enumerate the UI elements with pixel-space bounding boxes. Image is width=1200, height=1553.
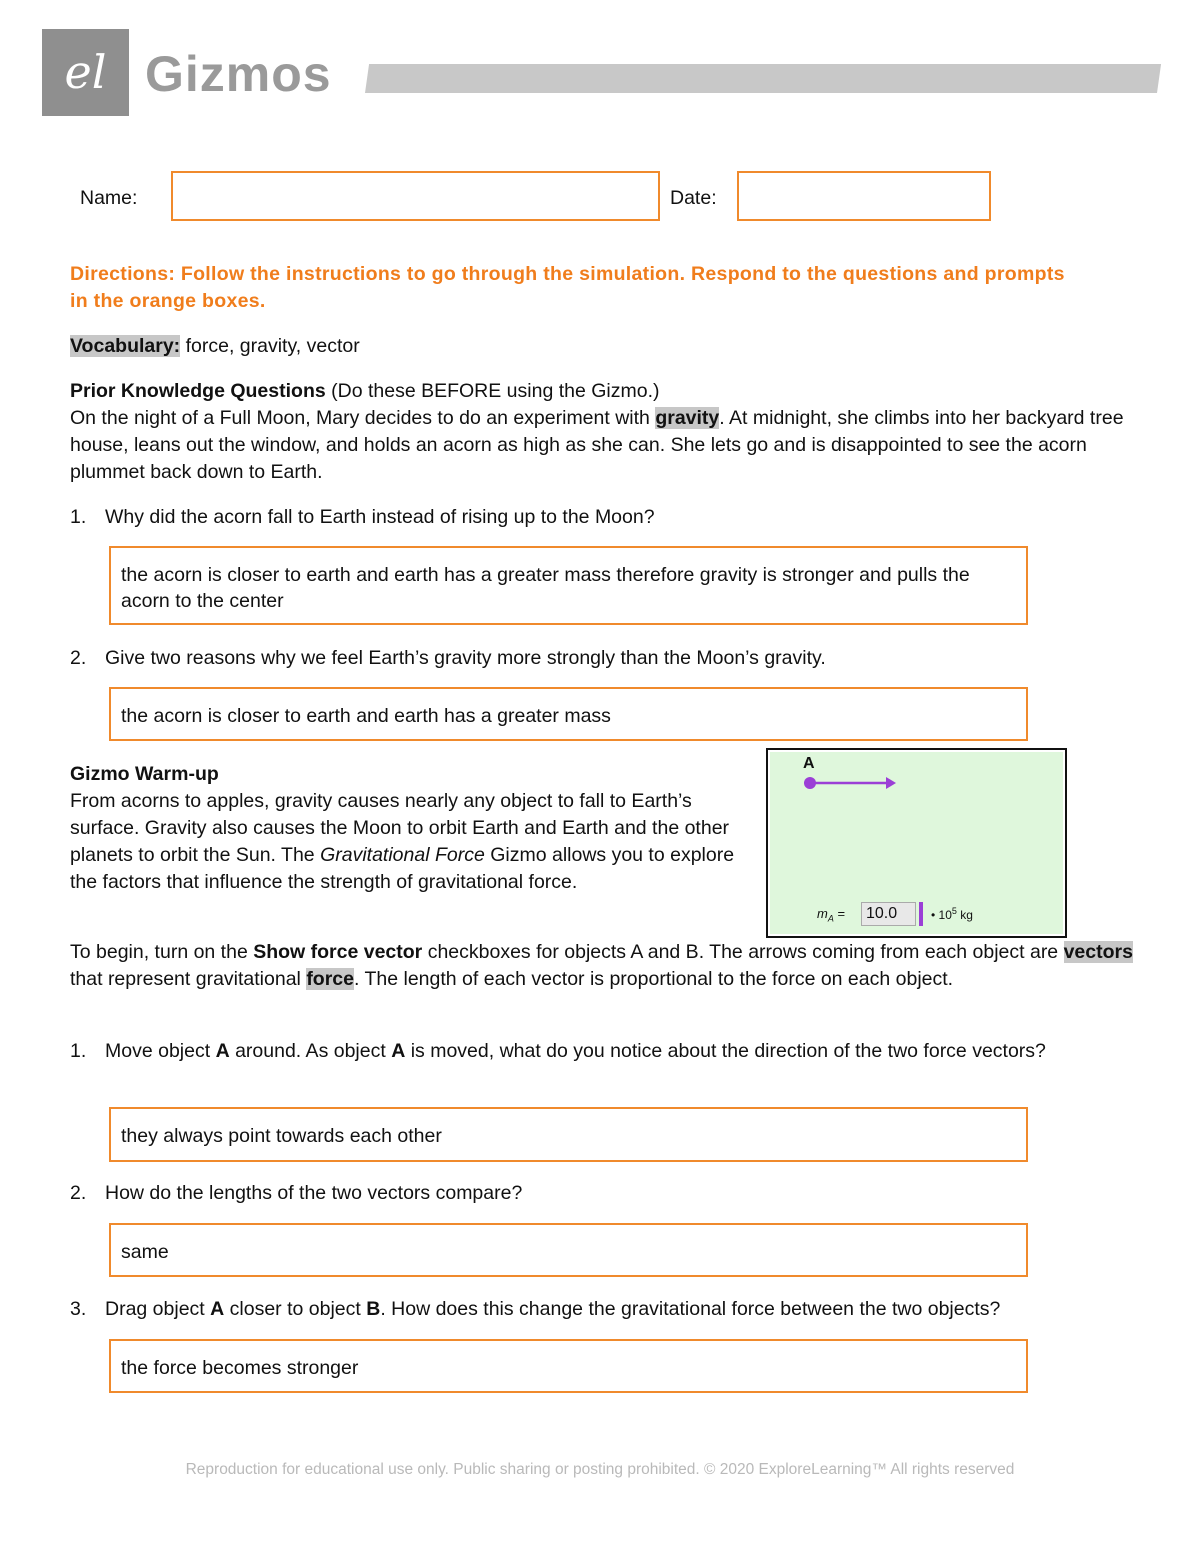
- footer-copyright: Reproduction for educational use only. Public sharing or posting prohibited. © 2020 ExploreLearning™ All rights reserved: [185, 1461, 1015, 1478]
- question-number: 2.: [70, 647, 87, 669]
- prior-knowledge-heading: [70, 378, 1130, 405]
- question-text: Why did the acorn fall to Earth instead of rising up to the Moon?: [105, 506, 655, 528]
- answer-box-warmup-2[interactable]: [109, 1223, 1028, 1277]
- answer-box-prior-2[interactable]: [109, 687, 1028, 741]
- mass-symbol: m: [817, 906, 828, 921]
- mass-label: [817, 906, 845, 924]
- unit-prefix: • 10: [931, 908, 952, 922]
- prior-knowledge-section: [70, 378, 1130, 486]
- question-number: 1.: [70, 506, 87, 528]
- header-bar: [365, 64, 1161, 93]
- warmup-question-3: [70, 1296, 1150, 1323]
- warmup-p2-text-2: checkboxes for objects A and B. The arrows coming from each object are: [427, 941, 1059, 963]
- warmup-paragraph-2: [70, 939, 1140, 993]
- vocabulary-line: [70, 333, 360, 360]
- q-bold-a: A: [210, 1298, 225, 1320]
- answer-text: the acorn is closer to earth and earth has a greater mass therefore gravity is stronger and pulls the acorn to the center: [121, 564, 970, 612]
- q-text-3: is moved, what do you notice about the direction of the two force vectors?: [410, 1040, 1046, 1062]
- vocabulary-label: Vocabulary:: [70, 335, 181, 357]
- object-a-ball: [804, 777, 816, 789]
- warmup-question-1: [70, 1038, 1080, 1065]
- prior-knowledge-intro: [70, 405, 1130, 486]
- mass-equals: =: [837, 906, 846, 921]
- warmup-p2-text-3: that represent gravitational: [70, 968, 301, 990]
- warmup-p1-text-2: Gizmo allows you to explore the factors that influence the strength of gravitational force.: [70, 844, 735, 893]
- q-bold-b: B: [366, 1298, 381, 1320]
- q-text-3: . How does this change the gravitational force between the two objects?: [380, 1298, 1001, 1320]
- q-bold-a: A: [215, 1040, 230, 1062]
- answer-text: the force becomes stronger: [121, 1357, 359, 1379]
- date-label: Date:: [670, 187, 717, 209]
- prior-question-1: [70, 504, 655, 531]
- question-text: [105, 1038, 1046, 1065]
- q-text-1: Move object: [105, 1040, 211, 1062]
- q-text-2: closer to object: [229, 1298, 361, 1320]
- mass-unit: [931, 906, 973, 922]
- warmup-p2-text-4: . The length of each vector is proportional to the force on each object.: [354, 968, 954, 990]
- highlight-vectors: vectors: [1063, 941, 1133, 963]
- prior-knowledge-title: Prior Knowledge Questions: [70, 380, 326, 402]
- answer-box-warmup-3[interactable]: [109, 1339, 1028, 1393]
- warmup-p1-italic: Gravitational Force: [320, 844, 485, 866]
- answer-text: same: [121, 1241, 169, 1263]
- name-label: Name:: [80, 187, 138, 209]
- answer-text: they always point towards each other: [121, 1125, 442, 1147]
- warmup-paragraph-1: [70, 788, 750, 896]
- warmup-p2-text-1: To begin, turn on the: [70, 941, 248, 963]
- unit-exponent: 5: [951, 906, 957, 916]
- vector-arrowhead: [886, 777, 896, 789]
- q-text-1: Drag object: [105, 1298, 205, 1320]
- question-text: How do the lengths of the two vectors compare?: [105, 1182, 523, 1204]
- prior-question-2: [70, 645, 826, 672]
- q-text-2: around. As object: [235, 1040, 386, 1062]
- force-vector-arrow: [800, 772, 900, 794]
- vocabulary-terms: force, gravity, vector: [185, 335, 360, 357]
- answer-box-warmup-1[interactable]: [109, 1107, 1028, 1162]
- date-field[interactable]: [737, 171, 991, 221]
- q-bold-a-2: A: [391, 1040, 406, 1062]
- show-force-vector-text: Show force vector: [253, 941, 423, 963]
- explorelearning-logo: el: [64, 45, 107, 99]
- warmup-title: Gizmo Warm-up: [70, 763, 219, 785]
- question-number: 1.: [70, 1040, 87, 1062]
- object-a-label: A: [803, 755, 815, 772]
- unit-kg: kg: [960, 908, 973, 922]
- warmup-p1-text-1: From acorns to apples, gravity causes nearly any object to fall to Earth’s surface. Gravity also causes the Moon to orbit Earth and Earth and the other planets to orbit the Sun. The: [70, 790, 730, 866]
- answer-text: the acorn is closer to earth and earth has a greater mass: [121, 705, 611, 727]
- warmup-section: [70, 761, 750, 896]
- prior-knowledge-note: (Do these BEFORE using the Gizmo.): [331, 380, 660, 402]
- answer-box-prior-1[interactable]: [109, 546, 1028, 625]
- mass-input: 10.0: [861, 902, 916, 926]
- mass-subscript: A: [827, 913, 834, 924]
- directions-text: Directions: Follow the instructions to go through the simulation. Respond to the questions and prompts in the orange boxes.: [70, 263, 1065, 312]
- question-number: 3.: [70, 1298, 87, 1320]
- intro-text-1: On the night of a Full Moon, Mary decides to do an experiment with: [70, 407, 650, 429]
- intro-highlight-gravity: gravity: [655, 407, 720, 429]
- name-field[interactable]: [171, 171, 660, 221]
- mass-slider-handle: [919, 902, 923, 926]
- highlight-force: force: [306, 968, 354, 990]
- intro-text-2: . At midnight, she climbs into her backyard tree house, leans out the window, and holds an acorn as high as she can. She lets go and is disappointed to see the acorn plummet back down to Earth.: [70, 407, 1124, 483]
- question-text: Give two reasons why we feel Earth’s gravity more strongly than the Moon’s gravity.: [105, 647, 826, 669]
- warmup-question-2: [70, 1180, 522, 1207]
- question-number: 2.: [70, 1182, 87, 1204]
- brand-title: Gizmos: [145, 46, 332, 102]
